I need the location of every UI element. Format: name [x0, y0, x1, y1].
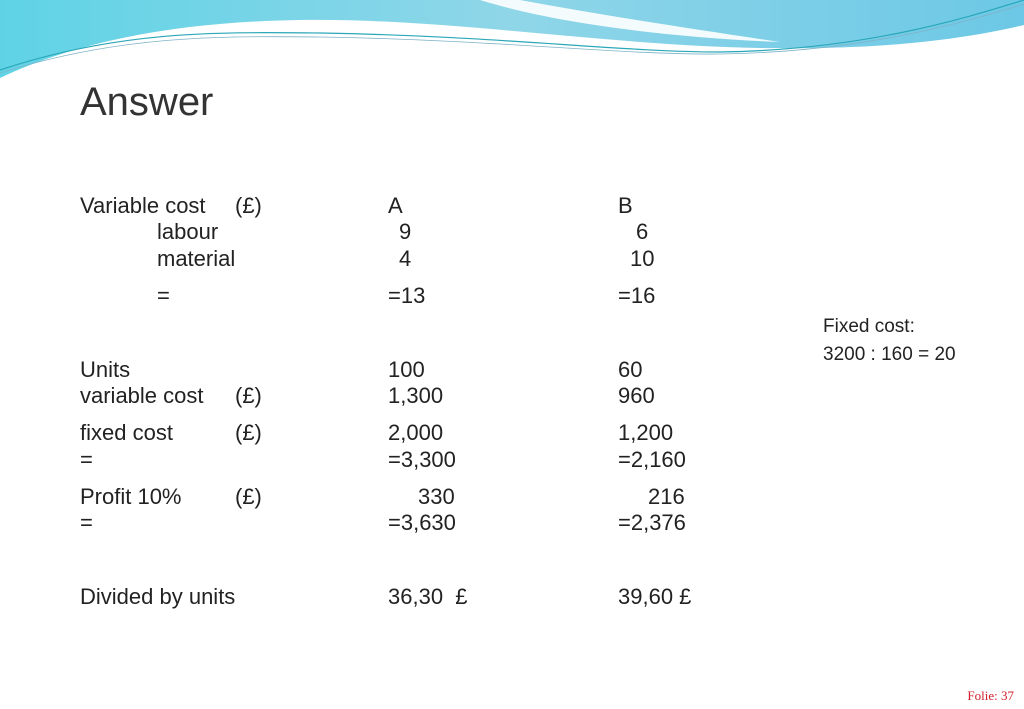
cell-b: 6 [636, 219, 649, 244]
row-label: Units [80, 357, 131, 382]
cell-a: =3,630 [388, 510, 456, 535]
row-unit: (£) [235, 484, 262, 509]
cell-a: 2,000 [388, 420, 444, 445]
cell-a: 9 [399, 219, 412, 244]
cell-b: 1,200 [618, 420, 674, 445]
cell-b: 39,60 £ [618, 584, 692, 609]
row-label: Profit 10% [80, 484, 182, 509]
cell-b: 10 [630, 246, 655, 271]
fixed-cost-note-title: Fixed cost: [823, 316, 915, 337]
fixed-cost-note-calc: 3200 : 160 = 20 [823, 344, 956, 365]
row-unit: (£) [235, 383, 262, 408]
slide-title: Answer [80, 80, 214, 124]
column-b-header: B [618, 193, 633, 218]
header-wave-decoration [0, 0, 1024, 82]
row-label: Variable cost [80, 193, 206, 218]
cell-b: =2,376 [618, 510, 686, 535]
cell-b: 960 [618, 383, 655, 408]
row-label: = [157, 283, 170, 308]
cell-a: 1,300 [388, 383, 444, 408]
cell-a: 4 [399, 246, 412, 271]
row-label: material [157, 246, 236, 271]
row-unit: (£) [235, 420, 262, 445]
cell-b: =2,160 [618, 447, 686, 472]
row-unit: (£) [235, 193, 262, 218]
cell-b: 216 [648, 484, 685, 509]
slide-number: Folie: 37 [967, 688, 1014, 703]
column-a-header: A [388, 193, 403, 218]
cell-a: 100 [388, 357, 425, 382]
cell-a: 330 [418, 484, 455, 509]
cell-a: 36,30 £ [388, 584, 468, 609]
row-label: Divided by units [80, 584, 236, 609]
row-label: fixed cost [80, 420, 173, 445]
cell-b: =16 [618, 283, 656, 308]
row-label: = [80, 510, 93, 535]
row-label: variable cost [80, 383, 204, 408]
cell-a: =3,300 [388, 447, 456, 472]
row-label: = [80, 447, 93, 472]
cell-a: =13 [388, 283, 426, 308]
cell-b: 60 [618, 357, 643, 382]
row-label: labour [157, 219, 219, 244]
